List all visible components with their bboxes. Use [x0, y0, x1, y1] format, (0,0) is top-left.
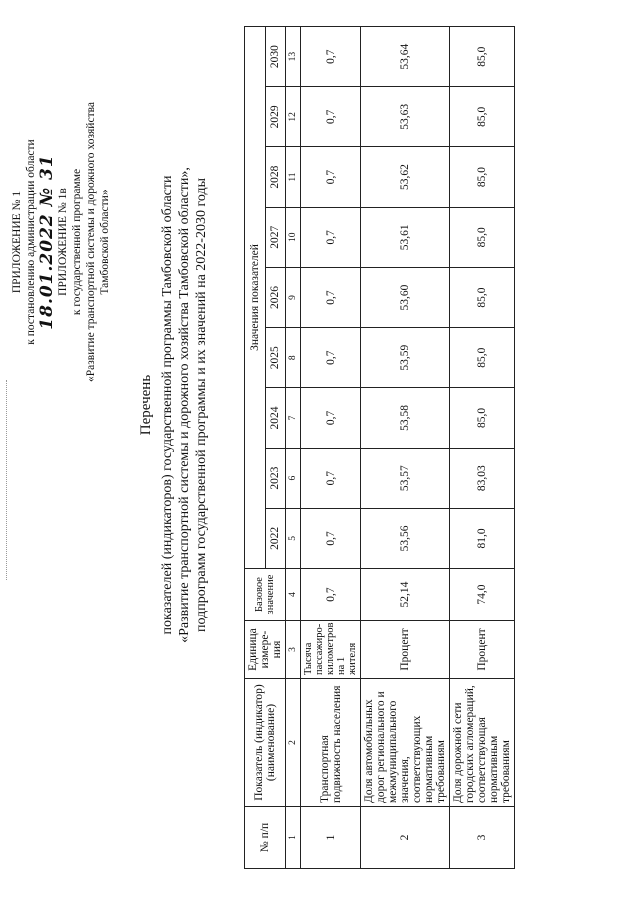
year-header: 2023	[265, 448, 286, 508]
col-number: 9	[286, 267, 301, 327]
row-num: 3	[450, 807, 515, 869]
indicators-table	[244, 26, 515, 869]
col-number: 2	[286, 679, 301, 807]
col-number: 3	[286, 621, 301, 679]
document-title	[138, 85, 210, 725]
row-num: 1	[301, 807, 361, 869]
appendix-header	[10, 92, 112, 392]
title-line-1: показателей (индикаторов) государственной программы Тамбовской области	[160, 175, 175, 635]
col-number: 12	[286, 87, 301, 147]
year-header: 2028	[265, 147, 286, 207]
row-value: 85,0	[450, 207, 515, 267]
row-value: 0,7	[301, 147, 361, 207]
row-value: 81,0	[450, 508, 515, 568]
row-value: 85,0	[450, 328, 515, 388]
row-value: 0,7	[301, 207, 361, 267]
row-value: 53,58	[361, 388, 450, 448]
resolution-ref: к постановлению администрации области	[25, 139, 37, 345]
row-value: 0,7	[301, 508, 361, 568]
row-value: 83,03	[450, 448, 515, 508]
col-number: 13	[286, 27, 301, 87]
appendix-label: ПРИЛОЖЕНИЕ № 1	[11, 190, 23, 294]
table-row	[361, 27, 450, 869]
row-value: 53,59	[361, 328, 450, 388]
col-number: 5	[286, 508, 301, 568]
col-base-header: Базовое значение	[245, 569, 286, 621]
program-name: «Развитие транспортной системы и дорожного хозяйства	[85, 102, 97, 382]
row-value: 85,0	[450, 27, 515, 87]
table-row	[450, 27, 515, 869]
row-unit: Тысяча пассажиро-километров на 1 жителя	[301, 621, 361, 679]
column-number-row	[286, 27, 301, 869]
table-row	[301, 27, 361, 869]
col-indicator-header: Показатель (индикатор) (наименование)	[245, 679, 286, 807]
year-header: 2030	[265, 27, 286, 87]
handwritten-date-number: 18.01.2022 № 31	[37, 154, 57, 330]
row-value: 85,0	[450, 267, 515, 327]
col-number: 6	[286, 448, 301, 508]
year-header: 2029	[265, 87, 286, 147]
title-line-3: подпрограмм государственной программы и их значений на 2022-2030 годы	[194, 178, 209, 633]
row-num: 2	[361, 807, 450, 869]
row-value: 0,7	[301, 448, 361, 508]
col-number: 10	[286, 207, 301, 267]
year-header: 2024	[265, 388, 286, 448]
col-number: 4	[286, 569, 301, 621]
row-value: 53,62	[361, 147, 450, 207]
col-num-header: № п/п	[245, 807, 286, 869]
row-value: 85,0	[450, 87, 515, 147]
title-heading: Перечень	[138, 374, 154, 436]
row-base: 0,7	[301, 569, 361, 621]
row-indicator: Доля дорожной сети городских агломераций, соответствующая нормативным требованиям	[450, 679, 515, 807]
row-value: 85,0	[450, 147, 515, 207]
row-unit: Процент	[361, 621, 450, 679]
values-group-header: Значения показателей	[245, 27, 266, 569]
col-number: 1	[286, 807, 301, 869]
row-value: 53,61	[361, 207, 450, 267]
row-value: 53,64	[361, 27, 450, 87]
row-base: 74,0	[450, 569, 515, 621]
year-header: 2025	[265, 328, 286, 388]
col-number: 8	[286, 328, 301, 388]
row-value: 0,7	[301, 388, 361, 448]
header-row	[245, 27, 266, 869]
row-value: 0,7	[301, 328, 361, 388]
year-header: 2022	[265, 508, 286, 568]
row-unit: Процент	[450, 621, 515, 679]
row-value: 0,7	[301, 267, 361, 327]
row-value: 53,63	[361, 87, 450, 147]
col-unit-header: Единица измере-ния	[245, 621, 286, 679]
col-number: 7	[286, 388, 301, 448]
scan-edge-marks	[6, 380, 17, 580]
row-value: 53,56	[361, 508, 450, 568]
col-number: 11	[286, 147, 301, 207]
row-value: 0,7	[301, 27, 361, 87]
row-base: 52,14	[361, 569, 450, 621]
year-header: 2027	[265, 207, 286, 267]
program-ref: к государственной программе	[71, 168, 83, 316]
program-region: Тамбовской области»	[99, 189, 111, 295]
row-indicator: Транспортная подвижность населения	[301, 679, 361, 807]
row-value: 0,7	[301, 87, 361, 147]
row-value: 53,57	[361, 448, 450, 508]
appendix-sub-label: ПРИЛОЖЕНИЕ № 1в	[57, 188, 69, 296]
row-value: 53,60	[361, 267, 450, 327]
row-indicator: Доля автомобильных дорог регионального и межмуниципального значения, соответствующих нормативным требованиям	[361, 679, 450, 807]
title-line-2: «Развитие транспортной системы и дорожного хозяйства Тамбовской области»,	[177, 167, 192, 643]
row-value: 85,0	[450, 388, 515, 448]
year-header: 2026	[265, 267, 286, 327]
